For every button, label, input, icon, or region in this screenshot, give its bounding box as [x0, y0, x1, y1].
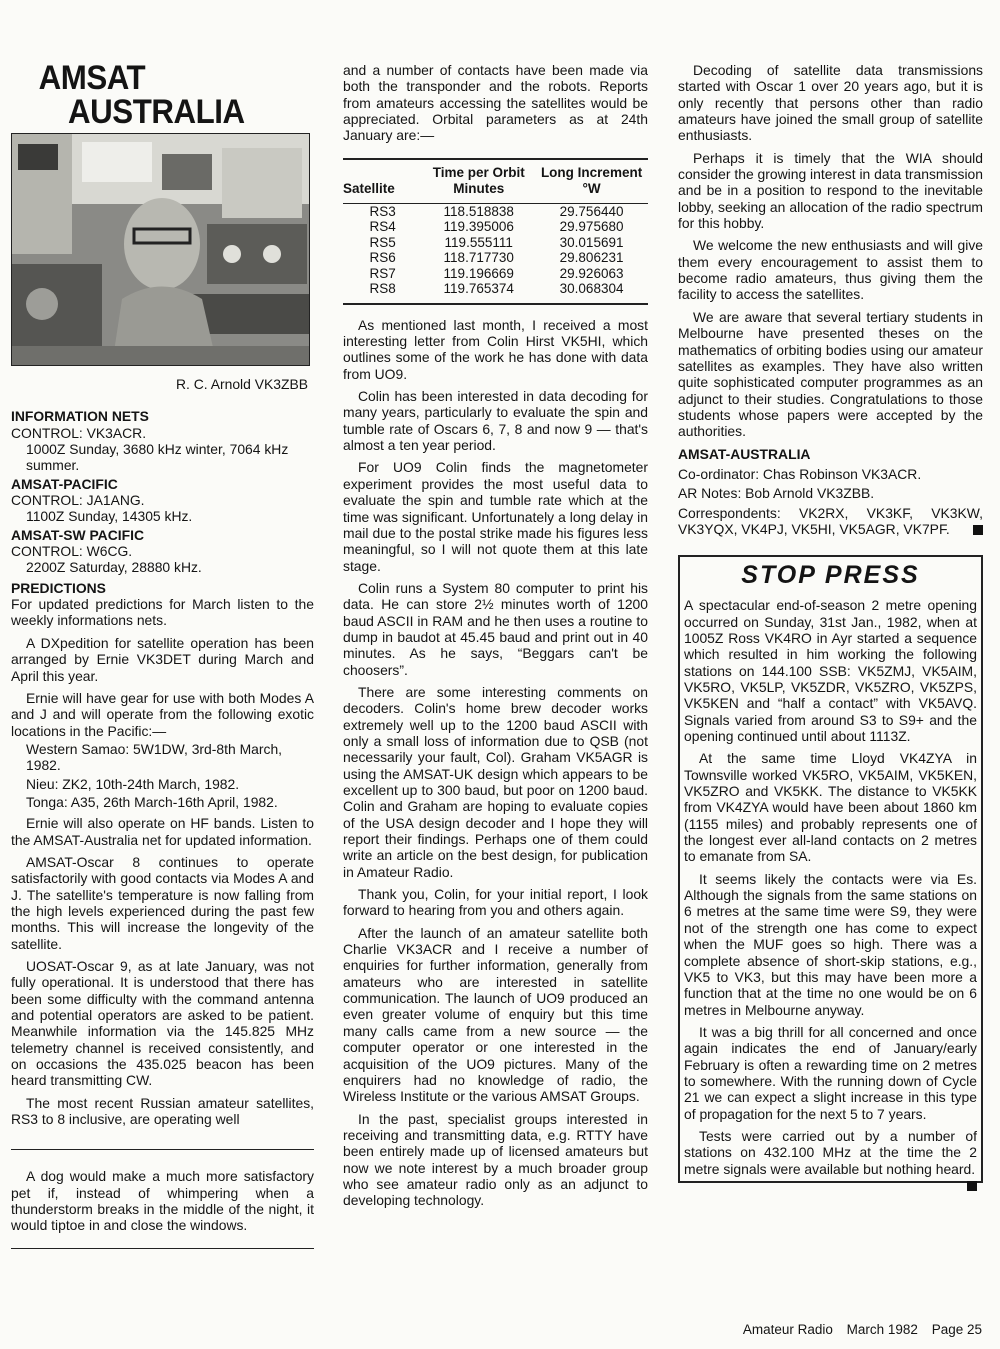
table-cell: 119.555111	[444, 234, 513, 250]
table-row	[343, 266, 648, 282]
column-header: Satellite	[343, 159, 422, 204]
column-1	[11, 59, 314, 1267]
paragraph: In the past, specialist groups interested in receiving and transmitting data, e.g. RTTY have been entirely made up of licensed amateurs but now we note interest by a much broader group who see amateur radio only as an adjunct to developing technology.	[343, 1110, 648, 1209]
net-schedule: 2200Z Saturday, 28880 kHz.	[26, 559, 202, 576]
correspondents	[678, 505, 983, 538]
magazine-name: Amateur Radio	[742, 1322, 833, 1337]
paragraph	[684, 1128, 977, 1177]
net-schedule: 1000Z Sunday, 3680 kHz winter, 7064 kHz summer.	[26, 441, 289, 474]
net-heading: AMSAT-SW PACIFIC	[11, 526, 144, 543]
divider	[11, 1248, 314, 1249]
article-title: AMSAT AUSTRALIA	[38, 59, 245, 131]
net-control: CONTROL: VK3ACR.	[11, 424, 147, 441]
table-cell: 119.395006	[443, 219, 514, 235]
filler-paragraph: A dog would make a much more satisfactory pet if, instead of whimpering when a thunderstorm breaks in the middle of the night, it would tiptoe in and close the windows.	[11, 1168, 314, 1234]
paragraph: After the launch of an amateur satellite both Charlie VK3ACR and I receive a number of enquiries for further information, generally from amateurs who are interested in satellite communication. The launch of UO9 produced an even greater volume of enquiry but this time many calls came from a new source — the computer operator or one interested in the acquisition of the UO9 pictures. Many of the enquirers had no knowledge of radio, the Wireless Institute or the various AMSAT Groups.	[343, 924, 648, 1105]
coordinator: Co-ordinator: Chas Robinson VK3ACR.	[678, 465, 922, 482]
paragraph: Colin runs a System 80 computer to print his data. He can store 2½ minutes worth of 1200 baud ASCII in RAM and he then uses a routine to dump in baudot at 45.45 baud and print out in 40 minutes. As he says, “Beggars can't be choosers”.	[343, 579, 648, 678]
paragraph: A DXpedition for satellite operation has been arranged by Ernie VK3DET during March and April this year.	[11, 634, 314, 684]
paragraph: There are some interesting comments on decoders. Colin's home brew decoder works extremely well up to the 1200 baud ASCII with only a small loss of information due to QSB (not necessarily your fault, Col). Graham VK5AGR is using the AMSAT-UK design which appears to be excellent up to 300 baud, but poor on 1200 baud. Colin and Graham are hoping to evaluate copies of the USA design decoder and I hope they will report their findings. Perhaps one of them could write an article on the best design, for publication in Amateur Radio.	[343, 683, 648, 880]
table-cell: RS6	[369, 250, 396, 266]
paragraph: UOSAT-Oscar 9, as at late January, was not fully operational. It is understood that there has been some difficulty with the command antenna and potential operators are asked to be patient. Meanwhile information via the 145.825 MHz telemetry channel is received consistently, and on occasions the 435.025 beacon has been heard transmitting CW.	[11, 958, 314, 1089]
table-row	[343, 281, 648, 304]
table-cell: 29.756440	[559, 203, 624, 219]
table-cell: 29.926063	[559, 265, 624, 281]
table-cell: RS5	[369, 234, 396, 250]
location-item: Tonga: A35, 26th March-16th April, 1982.	[26, 793, 278, 810]
paragraph: Decoding of satellite data transmissions started with Oscar 1 over 20 years ago, but it is only recently that persons other than radio amateurs have joined the small group of satellite enthusiasts.	[678, 62, 983, 144]
paragraph: For updated predictions for March listen to the weekly informations nets.	[11, 596, 314, 629]
paragraph: It seems likely the contacts were via Es. Although the signals from the same stations on 6 metres at the same time were S9, they were not of the strength one has come to expect when the MUF goes so high. There was a complete absence of short-skip stations, e.g., VK5 to VK3, but this may have been more a function that at the time no one would be on 6 metres in Melbourne anyway.	[684, 870, 977, 1018]
net-amsat-sw-pacific	[11, 527, 314, 576]
table-cell: 29.975680	[559, 219, 624, 235]
net-control: CONTROL: JA1ANG.	[11, 492, 145, 509]
table-cell: 119.196669	[443, 265, 514, 281]
table-row	[343, 219, 648, 235]
table-cell: 118.518838	[443, 203, 514, 219]
net-info-nets	[11, 408, 314, 473]
net-control: CONTROL: W6CG.	[11, 543, 133, 560]
paragraph: A spectacular end-of-season 2 metre opening occurred on Sunday, 31st Jan., 1982, when at 1005Z Ross VK4RO in Ayr started a sequence which resulted in him working the following stations on 144.100 SSB: VK5ZMJ, VK5AIM, VK5RO, VK5LP, VK5ZDR, VK5ZRO, VK5ZPS, VK5KEN and “half a contact” with VK5AVQ. Signals varied from around S3 to S9+ and the opening continued until about 1113Z.	[684, 597, 977, 745]
location-item: Western Samao: 5W1DW, 3rd-8th March, 1982.	[26, 740, 283, 774]
table-cell: 119.765374	[422, 281, 535, 304]
paragraph: Thank you, Colin, for your initial report, I look forward to hearing from you and others again.	[343, 886, 648, 919]
paragraph-text: Tests were carried out by a number of stations on 432.100 MHz at the time the 2 metre signals were available but nothing heard.	[684, 1127, 977, 1177]
paragraph: Colin has been interested in data decoding for many years, particularly to evaluate the spin and tumble rate of Oscars 6, 7, 8 and now 9 — that's almost a ten year period.	[343, 388, 648, 454]
page-number: Page 25	[931, 1322, 982, 1337]
paragraph: It was a big thrill for all concerned and once again indicates the end of January/early February is often a rewarding time on 2 metres to somewhere. With the running down of Cycle 21 we can expect a slight increase in this type of propagation for the next 5 to 7 years.	[684, 1023, 977, 1122]
paragraph: At the same time Lloyd VK4ZYA in Townsville worked VK5RO, VK5AIM, VK5KEN, VK5ZRO and VK5KK. The distance to VK5KK from VK4ZYA would have been about 1860 km (1155 miles) and probably represents one of the longest ever all-land contacts on 2 metres to emanate from SA.	[684, 750, 977, 865]
table-header-row	[343, 159, 648, 204]
photo-caption: R. C. Arnold VK3ZBB	[175, 376, 308, 392]
predictions-heading: PREDICTIONS	[11, 579, 106, 596]
end-mark-icon	[967, 1181, 977, 1191]
table-cell: RS8	[343, 281, 422, 304]
paragraph: Ernie will have gear for use with both Modes A and J and will operate from the following exotic locations in the Pacific:—	[11, 689, 314, 739]
paragraph: and a number of contacts have been made via both the transponder and the robots. Reports from amateurs accessing the satellites would be appreciated. Orbital parameters as at 24th January are:—	[343, 62, 648, 144]
stop-press-title: STOP PRESS	[741, 561, 920, 590]
table-cell: RS7	[369, 265, 396, 281]
table-cell: 118.717730	[443, 250, 514, 266]
orbital-parameters-table	[343, 158, 648, 305]
correspondents-text: Correspondents: VK2RX, VK3KF, VK3KW, VK3YQX, VK4PJ, VK5HI, VK5AGR, VK7PF.	[678, 504, 983, 537]
net-amsat-pacific	[11, 476, 314, 525]
radio-operator-photo-illustration	[12, 134, 309, 365]
author-photo	[11, 133, 310, 366]
table-cell: 30.068304	[535, 281, 648, 304]
column-3	[678, 62, 983, 1191]
end-mark-icon	[973, 525, 983, 535]
table-cell: 30.015691	[559, 234, 624, 250]
table-cell: RS4	[369, 219, 396, 235]
column-header: Long Increment °W	[535, 159, 648, 204]
table-row	[343, 235, 648, 251]
paragraph: Perhaps it is timely that the WIA should consider the growing interest in data transmission and be in a position to respond to the inevitable lobby, seeking an allocation of the radio spectrum for this hobby.	[678, 149, 983, 232]
ar-notes: AR Notes: Bob Arnold VK3ZBB.	[678, 485, 875, 502]
net-schedule: 1100Z Sunday, 14305 kHz.	[26, 508, 193, 525]
paragraph: The most recent Russian amateur satellites, RS3 to 8 inclusive, are operating well	[11, 1094, 314, 1128]
paragraph: For UO9 Colin finds the magnetometer experiment provides the most useful data to evaluate the spin and tumble rate which at the time was significant. Unfortunately a long delay in mail due to the postal strike made his figures less meaningful, so I will not quote them at this late stage.	[343, 459, 648, 574]
paragraph: As mentioned last month, I received a most interesting letter from Colin Hirst VK5HI, which outlines some of the work he has done with data from UO9.	[343, 316, 648, 382]
net-heading: INFORMATION NETS	[11, 408, 149, 425]
column-2	[343, 62, 648, 1215]
net-heading: AMSAT-PACIFIC	[11, 475, 118, 492]
column-header: Time per Orbit Minutes	[422, 159, 535, 204]
table-cell: 29.806231	[559, 250, 624, 266]
table-cell: RS3	[369, 203, 396, 219]
issue-date: March 1982	[846, 1322, 918, 1337]
page-footer	[0, 1322, 982, 1337]
divider	[11, 1149, 314, 1150]
paragraph: We welcome the new enthusiasts and will give them every encouragement to assist them to become radio amateurs, thus giving them the facility to access the satellites.	[678, 237, 983, 303]
table-row	[343, 203, 648, 219]
org-heading: AMSAT-AUSTRALIA	[678, 445, 811, 462]
paragraph: Ernie will also operate on HF bands. Listen to the AMSAT-Australia net for updated information.	[11, 815, 314, 848]
table-row	[343, 250, 648, 266]
location-item: Nieu: ZK2, 10th-24th March, 1982.	[26, 775, 240, 792]
stop-press-box	[678, 555, 983, 1183]
paragraph: AMSAT-Oscar 8 continues to operate satisfactorily with good contacts via Modes A and J. The satellite's temperature is now falling from the high levels experienced during the past few months. This will increase the longevity of the satellite.	[11, 853, 314, 952]
paragraph: We are aware that several tertiary students in Melbourne have presented theses on the mathematics of orbiting bodies using our amateur satellites as examples. They have also written quite sophisticated computer programmes as an adjunct to their studies. Congratulations to those students whose papers were accepted by the authorities.	[678, 308, 983, 440]
